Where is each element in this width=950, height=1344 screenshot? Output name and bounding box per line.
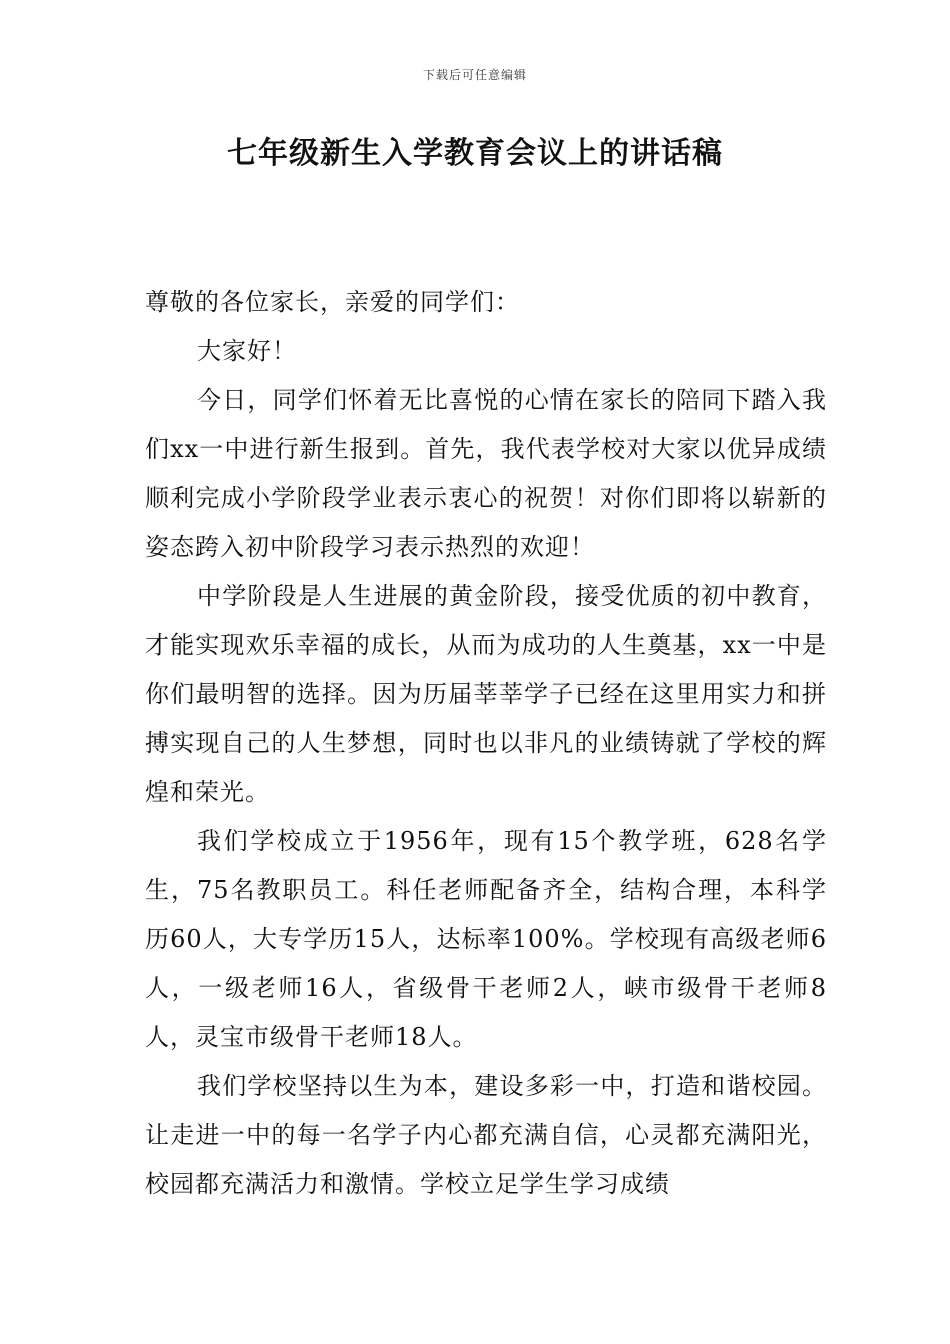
paragraph-middle-school: 中学阶段是人生进展的黄金阶段，接受优质的初中教育，才能实现欢乐幸福的成长，从而为成功的人生奠基，xx一中是你们最明智的选择。因为历届莘莘学子已经在这里用实力和拼搏实现自己的人生梦想，同时也以非凡的业绩铸就了学校的辉煌和荣光。 — [145, 582, 827, 806]
paragraph-welcome: 今日，同学们怀着无比喜悦的心情在家长的陪同下踏入我们xx一中进行新生报到。首先，我代表学校对大家以优异成绩顺利完成小学阶段学业表示衷心的祝贺！对你们即将以崭新的姿态跨入初中阶段学习表示热烈的欢迎！ — [145, 386, 827, 561]
header-note: 下载后可任意编辑 — [422, 68, 527, 82]
paragraph-school-philosophy: 我们学校坚持以生为本，建设多彩一中，打造和谐校园。让走进一中的每一名学子内心都充满自信，心灵都充满阳光，校园都充满活力和激情。学校立足学生学习成绩 — [145, 1072, 827, 1198]
document-title: 七年级新生入学教育会议上的讲话稿 — [227, 136, 723, 171]
paragraph-school-facts: 我们学校成立于1956年，现有15个教学班，628名学生，75名教职员工。科任老师配备齐全，结构合理，本科学历60人，大专学历15人，达标率100%。学校现有高级老师6人，一级老师16人，省级骨干老师2人，峡市级骨干老师8人，灵宝市级骨干老师18人。 — [145, 827, 827, 1051]
salutation: 尊敬的各位家长，亲爱的同学们： — [145, 288, 520, 316]
paragraph-greeting: 大家好！ — [197, 337, 297, 365]
document-body — [145, 278, 827, 1209]
